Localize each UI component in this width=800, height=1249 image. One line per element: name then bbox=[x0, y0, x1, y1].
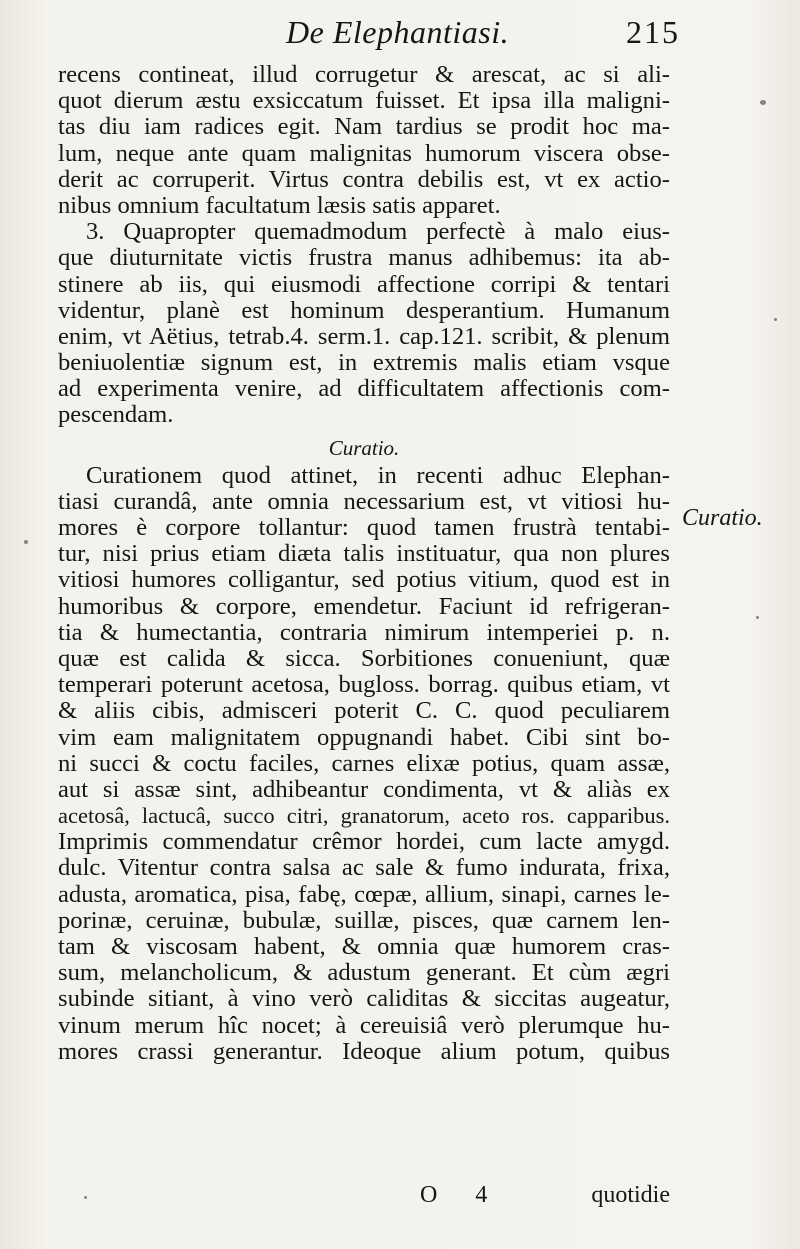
text-line: mores è corpore tollantur: quod tamen frustrà tentabi- bbox=[58, 515, 670, 541]
paragraph-3 bbox=[58, 463, 670, 1065]
text-line: recens contineat, illud corrugetur & arescat, ac si ali- bbox=[58, 62, 670, 88]
paper-speck bbox=[24, 540, 28, 544]
page-number: 215 bbox=[626, 14, 680, 50]
paper-speck bbox=[756, 616, 759, 619]
paragraph-1 bbox=[58, 62, 670, 219]
text-line: tiasi curandâ, ante omnia necessarium est, vt vitiosi hu- bbox=[58, 488, 670, 515]
text-line: aut si assæ sint, adhibeantur condimenta, vt & aliàs ex bbox=[58, 776, 670, 803]
running-title: De Elephantiasi. bbox=[286, 14, 510, 50]
text-line: tam & viscosam habent, & omnia quæ humorem cras- bbox=[58, 934, 670, 960]
text-line: dulc. Vitentur contra salsa ac sale & fumo indurata, frixa, bbox=[58, 855, 670, 882]
text-line: tur, nisi prius etiam diæta talis instituatur, qua non plures bbox=[58, 541, 670, 568]
text-line: nibus omnium facultatum læsis satis apparet. bbox=[58, 192, 501, 219]
text-line: que diuturnitate victis frustra manus adhibemus: ita ab- bbox=[58, 245, 670, 272]
text-line: porinæ, ceruinæ, bubulæ, suillæ, pisces, quæ carnem len- bbox=[58, 907, 670, 934]
text-line: Imprimis commendatur crêmor hordei, cum lacte amygd. bbox=[58, 829, 670, 856]
page-footer bbox=[58, 1182, 670, 1214]
text-line: ni succi & coctu faciles, carnes elixæ potius, quam assæ, bbox=[58, 750, 670, 777]
paragraph-2 bbox=[58, 219, 670, 429]
text-line: quæ est calida & sicca. Sorbitiones conueniunt, quæ bbox=[58, 645, 670, 672]
text-line: videntur, planè est hominum desperantium. Humanum bbox=[58, 297, 670, 324]
text-line: stinere ab iis, qui eiusmodi affectione corripi & tentari bbox=[58, 271, 670, 298]
text-line: vinum merum hîc nocet; à cereuisiâ verò plerumque hu- bbox=[58, 1012, 670, 1039]
text-line: beniuolentiæ signum est, in extremis malis etiam vsque bbox=[58, 350, 670, 377]
catchword: quotidie bbox=[591, 1182, 670, 1208]
signature-mark: O 4 bbox=[420, 1182, 504, 1208]
text-line: Curationem quod attinet, in recenti adhuc Elephan- bbox=[86, 462, 670, 489]
text-line: temperari poterunt acetosa, bugloss. borrag. quibus etiam, vt bbox=[58, 672, 670, 699]
text-line: 3. Quapropter quemadmodum perfectè à malo eius- bbox=[86, 219, 670, 246]
text-line: acetosâ, lactucâ, succo citri, granatorum, aceto ros. capparibus. bbox=[58, 803, 670, 829]
text-line: tia & humectantia, contraria nimirum intemperiei p. n. bbox=[58, 619, 670, 646]
paper-speck bbox=[760, 100, 766, 105]
paper-speck bbox=[774, 318, 777, 321]
text-line: lum, neque ante quam malignitas humorum viscera obse- bbox=[58, 140, 670, 167]
text-line: sum, melancholicum, & adustum generant. Et cùm ægri bbox=[58, 960, 670, 987]
text-line: quot dierum æstu exsiccatum fuisset. Et ipsa illa maligni- bbox=[58, 88, 670, 115]
page-header bbox=[240, 14, 680, 58]
text-line: ad experimenta venire, ad difficultatem affectionis com- bbox=[58, 376, 670, 403]
text-line: enim, vt Aëtius, tetrab.4. serm.1. cap.121. scribit, & plenum bbox=[58, 323, 670, 350]
text-line: pescendam. bbox=[58, 402, 174, 429]
text-line: subinde sitiant, à vino verò caliditas & siccitas augeatur, bbox=[58, 986, 670, 1013]
text-line: mores crassi generantur. Ideoque alium potum, quibus bbox=[58, 1038, 670, 1065]
text-line: adusta, aromatica, pisa, fabę, cœpæ, allium, sinapi, carnes le- bbox=[58, 881, 670, 908]
text-line: humoribus & corpore, emendetur. Faciunt id refrigeran- bbox=[58, 593, 670, 620]
section-heading: Curatio. bbox=[328, 435, 400, 460]
text-line: & aliis cibis, admisceri poterit C. C. quod peculiarem bbox=[58, 698, 670, 725]
text-line: tas diu iam radices egit. Nam tardius se prodit hoc ma- bbox=[58, 114, 670, 141]
text-line: vim eam malignitatem oppugnandi habet. Cibi sint bo- bbox=[58, 724, 670, 751]
text-line: vitiosi humores colligantur, sed potius vitium, quod est in bbox=[58, 567, 670, 594]
paper-speck bbox=[84, 1196, 87, 1199]
body-text bbox=[58, 62, 670, 1065]
margin-note: Curatio. bbox=[682, 505, 763, 531]
text-line: derit ac corruperit. Virtus contra debilis est, vt ex actio- bbox=[58, 166, 670, 193]
